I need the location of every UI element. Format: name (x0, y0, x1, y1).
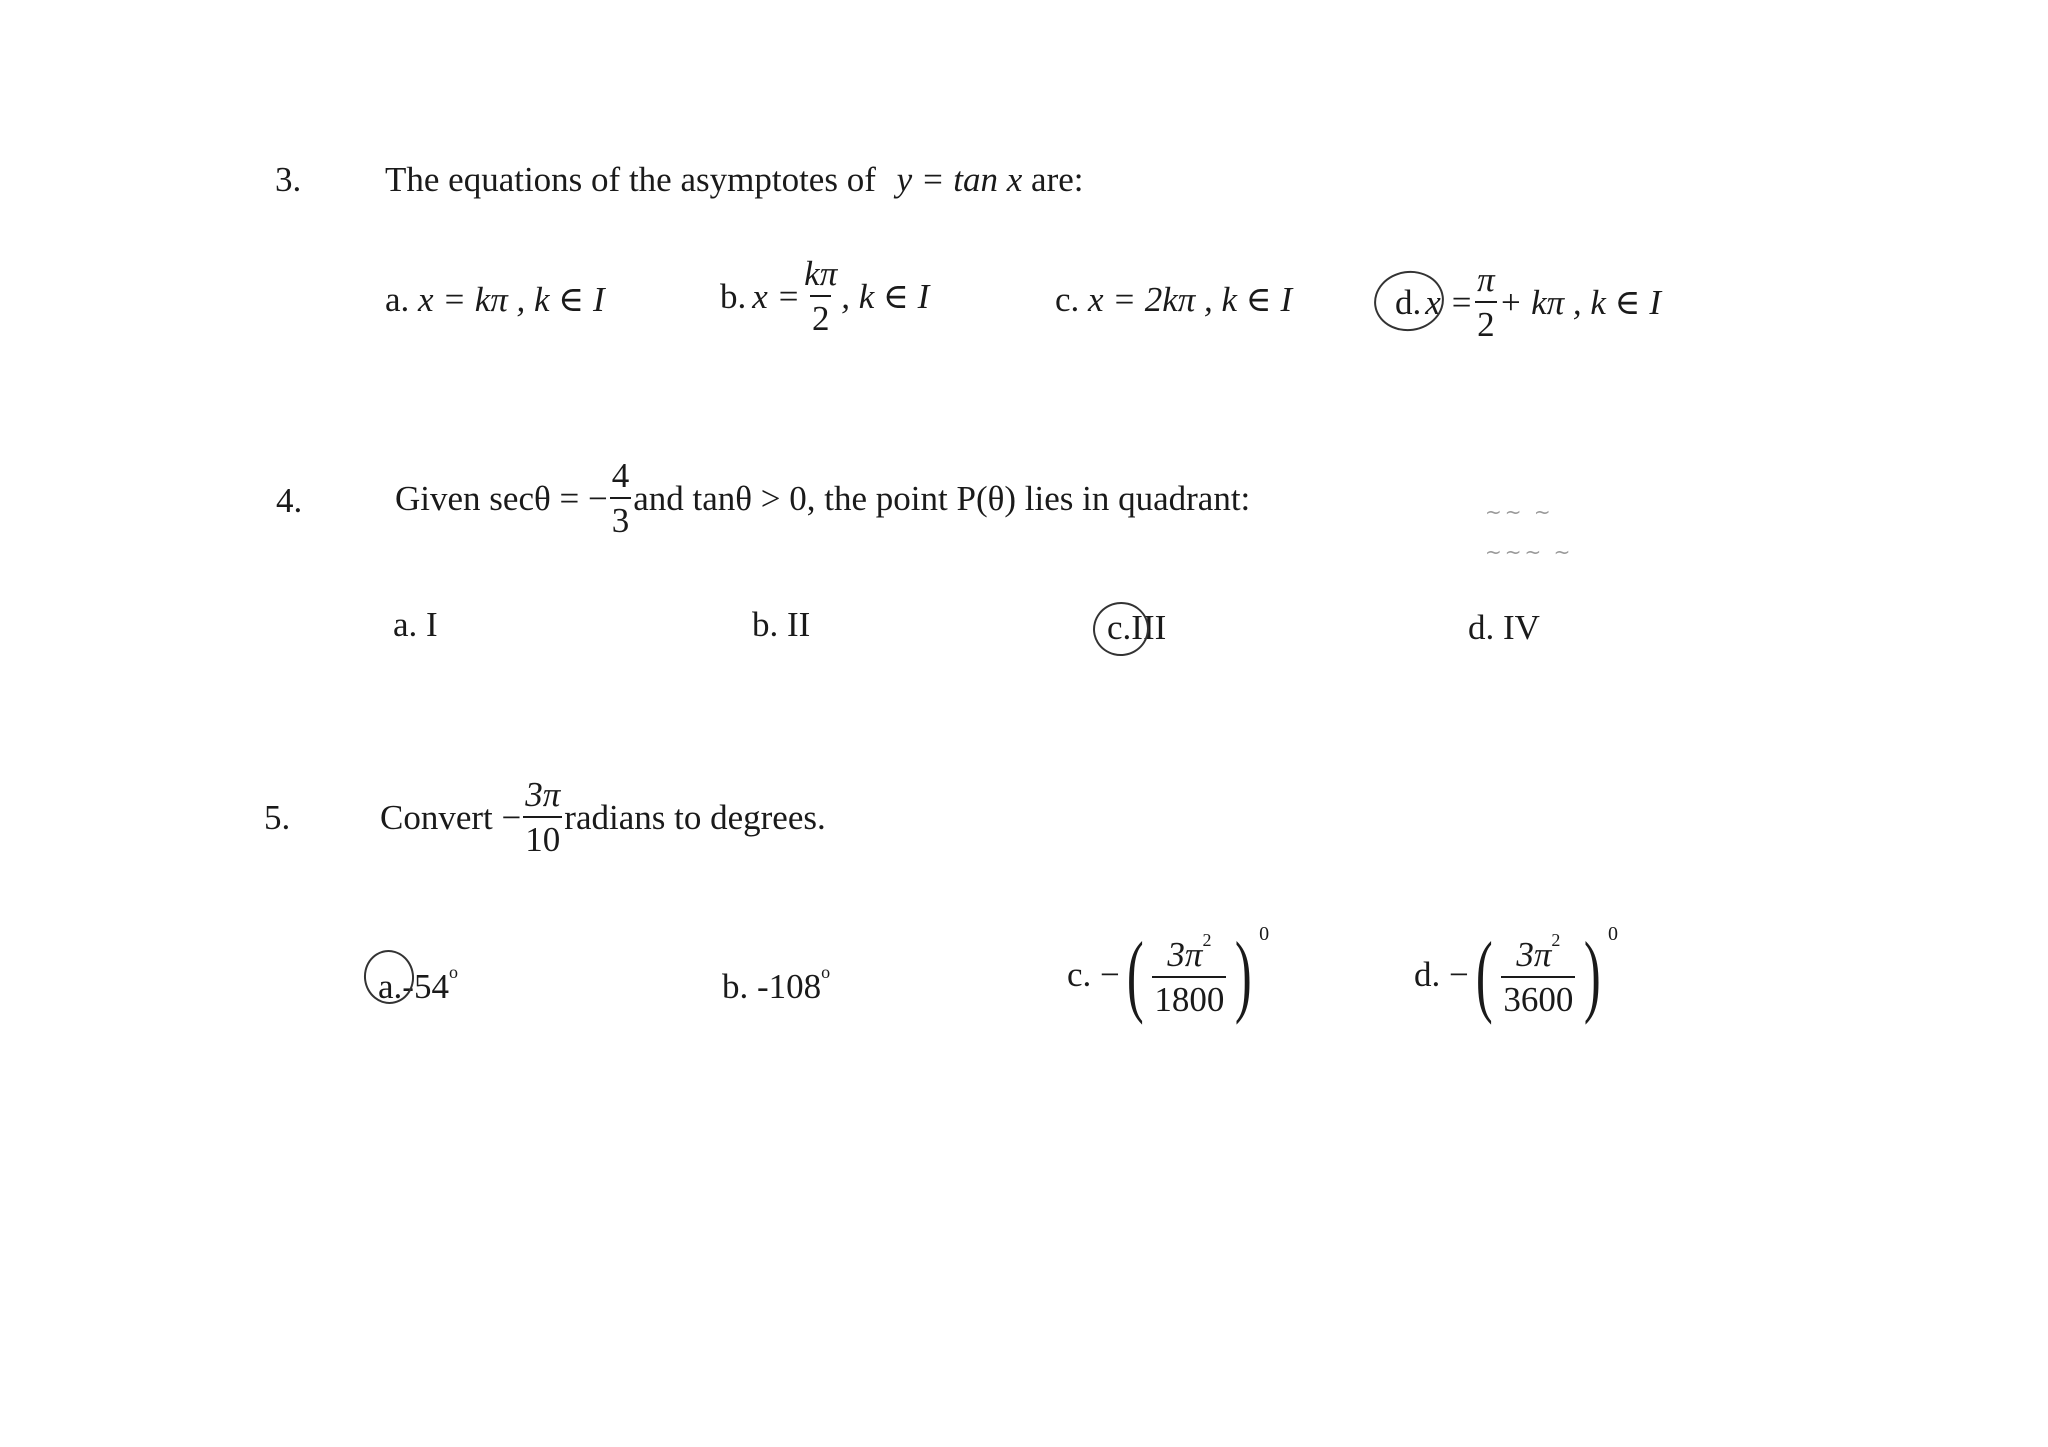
q3-option-b-numerator: kπ (804, 254, 838, 293)
q3-option-d-numerator: π (1477, 260, 1495, 299)
q3-option-d-label: d. (1395, 282, 1422, 322)
q5-stem-fraction (523, 777, 562, 857)
q5-option-d-right-paren: ) (1584, 923, 1602, 1025)
q5-stem-numerator: 3π (525, 775, 561, 814)
q3-option-a-label: a. (385, 280, 410, 319)
q5-stem (380, 777, 826, 857)
q5-option-c-fraction (1152, 931, 1226, 1017)
q3-option-c-math: x = 2kπ , k ∈ I (1088, 280, 1293, 319)
q5-stem-denominator: 10 (523, 816, 562, 857)
q4-stem-fraction (610, 458, 632, 538)
q4-stem-denominator: 3 (610, 497, 632, 538)
q5-option-c-num-base: 3π (1167, 935, 1203, 974)
q3-option-d-post: + kπ , k ∈ I (1498, 282, 1661, 322)
q5-option-d-denominator: 3600 (1501, 976, 1575, 1017)
q4-stem-pre: Given secθ = − (395, 478, 608, 518)
q3-stem-text: The equations of the asymptotes of (385, 160, 876, 199)
q5-option-c-exponent: 0 (1259, 923, 1270, 945)
q3-option-a[interactable] (385, 282, 605, 317)
q3-option-d-fraction (1475, 262, 1497, 342)
q3-number: 3. (275, 160, 302, 199)
q5-number: 5. (264, 798, 291, 837)
q5-option-d-exponent: 0 (1608, 923, 1619, 945)
q5-option-c[interactable] (1067, 923, 1270, 1025)
q4-stem (395, 458, 1250, 538)
q5-option-c-denominator: 1800 (1152, 976, 1226, 1017)
pencil-scribble-1: ~~ ~ (1485, 500, 1554, 524)
q5-option-c-numerator (1165, 931, 1213, 976)
q5-stem-post: radians to degrees. (564, 797, 826, 837)
q5-option-b[interactable] (722, 963, 830, 1004)
q4-option-a[interactable]: a. I (393, 605, 438, 644)
q3-option-b-pre: x = (752, 276, 801, 316)
q5-option-d-numerator (1514, 931, 1562, 976)
q3-stem-tail: are: (1031, 160, 1084, 199)
q5-option-c-left-paren: ( (1126, 923, 1144, 1025)
q5-option-c-label: c. − (1067, 954, 1120, 994)
q3-option-d-pre: x = (1425, 282, 1474, 322)
q3-option-b-label: b. (720, 276, 747, 316)
q3-option-b[interactable] (720, 256, 929, 336)
q3-option-a-math: x = kπ , k ∈ I (418, 280, 605, 319)
q4-option-c-label: c. (1107, 608, 1132, 647)
q4-option-b[interactable]: b. II (752, 605, 811, 644)
q3-option-b-denominator: 2 (810, 295, 832, 336)
q5-option-b-value: -108 (757, 967, 822, 1006)
q4-stem-post: and tanθ > 0, the point P(θ) lies in quadrant: (633, 478, 1251, 518)
q5-option-c-right-paren: ) (1235, 923, 1253, 1025)
q4-option-c-value: III (1131, 608, 1167, 647)
q4-stem-numerator: 4 (611, 456, 630, 495)
q5-option-d-num-base: 3π (1516, 935, 1552, 974)
q5-option-a-value: -54 (402, 967, 449, 1006)
q5-option-a-degree: o (448, 962, 458, 982)
q4-option-d[interactable]: d. IV (1468, 608, 1540, 647)
q3-stem (385, 162, 1083, 197)
q5-option-d-num-power: 2 (1551, 930, 1561, 950)
q5-option-d-fraction (1501, 931, 1575, 1017)
q5-option-d-left-paren: ( (1475, 923, 1493, 1025)
q3-option-d-denominator: 2 (1475, 301, 1497, 342)
q5-option-d-label: d. − (1414, 954, 1469, 994)
q3-stem-math: y = tan x (896, 160, 1023, 199)
q5-option-d[interactable] (1414, 923, 1619, 1025)
q3-option-b-fraction (802, 256, 839, 336)
q3-option-c-label: c. (1055, 280, 1080, 319)
q5-option-a-label: a. (378, 967, 403, 1006)
q3-option-b-post: , k ∈ I (841, 276, 930, 316)
q5-option-b-label: b. (722, 967, 749, 1006)
q3-option-c[interactable] (1055, 282, 1292, 317)
q4-number: 4. (276, 481, 303, 520)
q5-option-b-degree: o (821, 962, 831, 982)
pencil-scribble-2: ~~~ ~ (1485, 540, 1574, 564)
q5-stem-pre: Convert − (380, 797, 522, 837)
q5-option-c-num-power: 2 (1202, 930, 1212, 950)
